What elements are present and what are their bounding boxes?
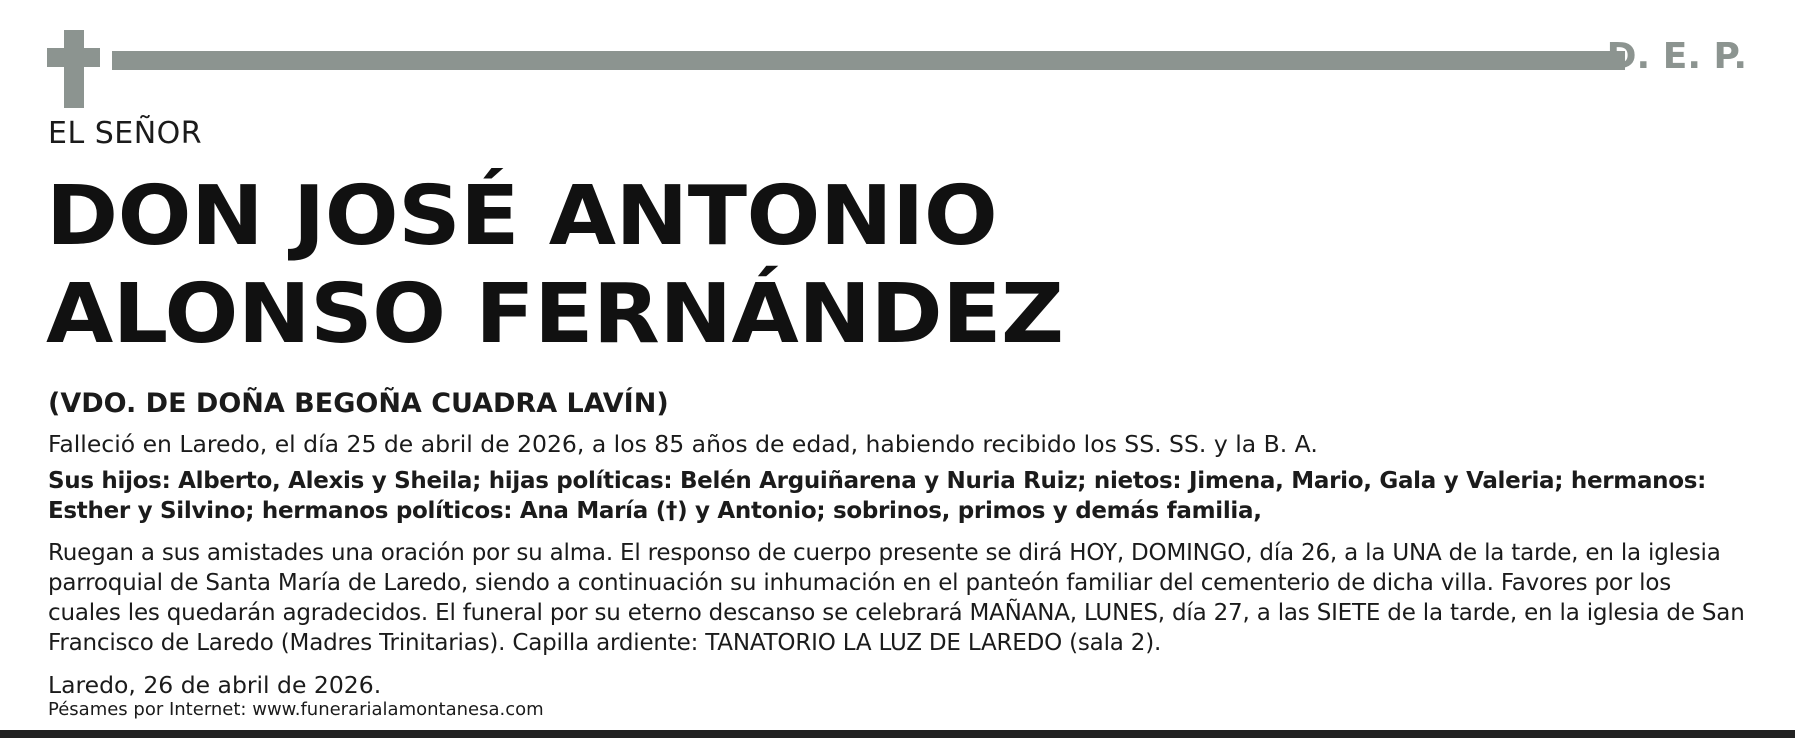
widower-note: (VDO. DE DOÑA BEGOÑA CUADRA LAVÍN): [48, 388, 669, 419]
honorific: EL SEÑOR: [48, 116, 203, 151]
condolences-link: Pésames por Internet: www.funerarialamontanesa.com: [48, 699, 544, 720]
bottom-rule: [0, 730, 1795, 738]
death-notice: Falleció en Laredo, el día 25 de abril de 2026, a los 85 años de edad, habiendo recibido los SS. SS. y la B. A.: [48, 430, 1318, 458]
cross-horizontal-bar: [47, 48, 100, 67]
deceased-name: [46, 168, 1063, 364]
service-details: Ruegan a sus amistades una oración por su alma. El responso de cuerpo presente se dirá HOY, DOMINGO, día 26, a la UNA de la tarde, en la iglesia parroquial de Santa María de Laredo, siendo a continuación su inhumación en el panteón familiar del cementerio de dicha villa. Favores por los cuales les quedarán agradecidos. El funeral por su eterno descanso se celebrará MAÑANA, LUNES, día 27, a las SIETE de la tarde, en la iglesia de San Francisco de Laredo (Madres Trinitarias). Capilla ardiente: TANATORIO LA LUZ DE LAREDO (sala 2).: [48, 540, 1745, 656]
dep-label: D. E. P.: [1606, 36, 1747, 77]
deceased-name-line-1: DON JOSÉ ANTONIO: [46, 169, 998, 264]
header-rule: [112, 51, 1625, 70]
family-list: Sus hijos: Alberto, Alexis y Sheila; hijas políticas: Belén Arguiñarena y Nuria Ruiz; nietos: Jimena, Mario, Gala y Valeria; hermanos: Esther y Silvino; hermanos políticos: Ana María (†) y Antonio; sobrinos, primos y demás familia,: [48, 468, 1707, 524]
cross-vertical-bar: [64, 30, 84, 108]
dateline: Laredo, 26 de abril de 2026.: [48, 671, 382, 699]
deceased-name-line-2: ALONSO FERNÁNDEZ: [46, 267, 1064, 362]
